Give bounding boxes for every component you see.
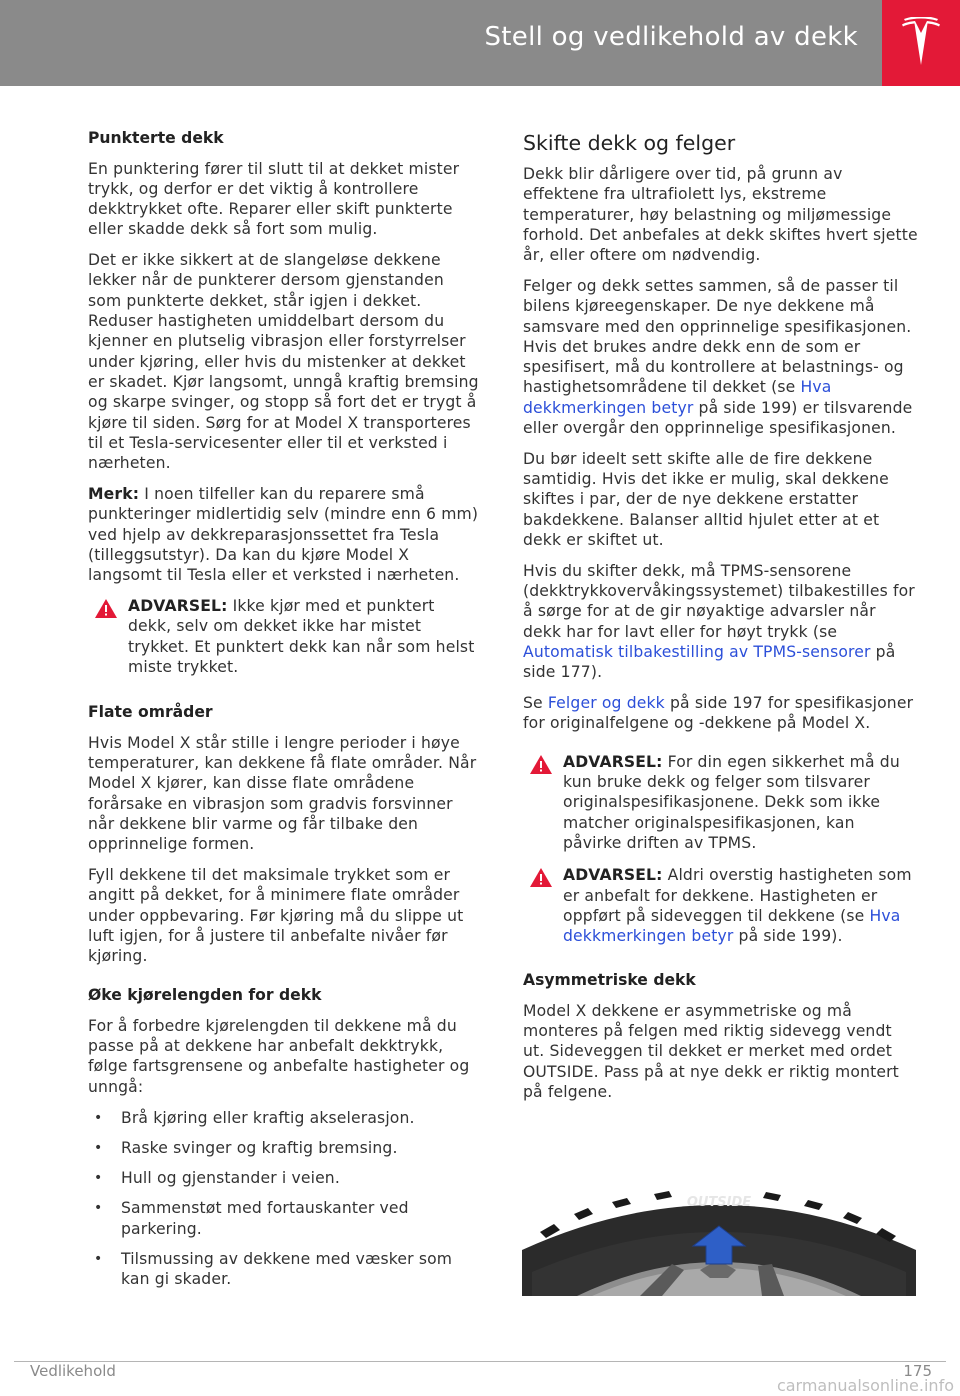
tire-illustration <box>522 1180 916 1296</box>
warning-icon <box>529 754 553 775</box>
page-title: Stell og vedlikehold av dekk <box>484 22 858 52</box>
paragraph: Dekk blir dårligere over tid, på grunn av effektene fra ultrafiolett lys, ekstreme temperaturer, høy belastning og miljømessige forhold. Det anbefales at dekk skiftes hvert sjette år, eller oftere om nødvendig. <box>523 165 918 265</box>
paragraph: Felger og dekk settes sammen, så de passer til bilens kjøreegenskaper. De nye dekkene må samsvare med den opprinnelige spesifikasjonen. Hvis det brukes andre dekk enn de som er spesifisert, må du kontrollere at belastnings- og hastighetsområdene til dekket (se Hva dekkmerkingen betyr på side 199) er tilsvarende eller overgår den opprinnelige spesifikasjonen. <box>523 276 913 438</box>
footer-section: Vedlikehold <box>30 1362 116 1380</box>
tire-sidewall-image <box>522 1180 916 1296</box>
paragraph: Hvis du skifter dekk, må TPMS-sensorene (dekktrykkovervåkingssystemet) tilbakestilles for å sørge for at de gir nøyaktige advarsler når dekk har for lavt eller for høyt trykk (se Automatisk tilbakestilling av TPMS-sensorer på side 177). <box>523 561 915 682</box>
warning-text: Ikke kjør med et punktert dekk, selv om dekket ikke har mistet trykket. Et punktert dekk kan når som helst miste trykket. <box>128 596 475 676</box>
note-label: Merk: <box>88 484 140 503</box>
sidewall-label: OUTSIDE <box>686 1195 752 1210</box>
warning-box <box>523 752 918 853</box>
warning-label: ADVARSEL: <box>563 866 663 885</box>
warning-box <box>88 596 480 677</box>
note-paragraph <box>88 484 480 585</box>
section-title-skifte-dekk: Skifte dekk og felger <box>523 131 736 155</box>
warning-label: ADVARSEL: <box>128 596 228 615</box>
warning-icon <box>94 598 118 619</box>
list-item: • Brå kjøring eller kraftig akselerasjon. <box>94 1108 415 1127</box>
right-column <box>523 128 918 1113</box>
link-tpms-reset[interactable]: Automatisk tilbakestilling av TPMS-sensorer <box>523 643 871 662</box>
brand-logo <box>882 0 960 86</box>
watermark: carmanualsonline.info <box>776 1376 954 1395</box>
paragraph: For å forbedre kjørelengden til dekkene må du passe på at dekkene har anbefalt dekktrykk, følge fartsgrensene og anbefalte hastigheter og unngå: <box>88 1016 470 1096</box>
warning-icon <box>529 867 553 888</box>
footer-divider <box>14 1361 946 1362</box>
bullet-list <box>88 1108 480 1290</box>
warning-box: ADVARSEL: Aldri overstig hastigheten som er anbefalt for dekkene. Hastigheten er oppført på sideveggen til dekkene (se Hva dekkmerkingen betyr på side 199). <box>523 865 918 946</box>
paragraph: Se Felger og dekk på side 197 for spesifikasjoner for originalfelgene og -dekkene på Model X. <box>523 694 914 733</box>
warning-text: For din egen sikkerhet må du kun bruke dekk og felger som tilsvarer originalspesifikasjonene. Dekk som ikke matcher originalspesifikasjonen, kan påvirke driften av TPMS. <box>563 752 900 852</box>
left-column <box>88 128 480 1300</box>
paragraph: Fyll dekkene til det maksimale trykket som er angitt på dekket, for å minimere flate områder under oppbevaring. Før kjøring må du slippe ut luft igjen, for å justere til anbefalte nivåer før kjøring. <box>88 865 464 966</box>
section-title-asymmetriske-dekk: Asymmetriske dekk <box>523 971 696 990</box>
tesla-logo-icon <box>901 17 941 69</box>
paragraph: Du bør ideelt sett skifte alle de fire dekkene samtidig. Hvis det ikke er mulig, skal dekkene skiftes i par, der de nye dekkene erstatter bakdekkene. Balanser alltid hjulet etter at et dekk er skiftet ut. <box>523 449 889 550</box>
warning-label: ADVARSEL: <box>563 752 663 771</box>
paragraph: Model X dekkene er asymmetriske og må monteres på felgen med riktig sidevegg vendt ut. Sideveggen til dekket er merket med ordet OUTSIDE. Pass på at nye dekk er riktig montert på felgene. <box>523 1001 899 1102</box>
list-item: • Tilsmussing av dekkene med væsker som kan gi skader. <box>94 1250 453 1289</box>
link-felger-og-dekk[interactable]: Felger og dekk <box>547 694 665 713</box>
list-item: • Hull og gjenstander i veien. <box>94 1169 340 1188</box>
list-item: • Raske svinger og kraftig bremsing. <box>94 1138 398 1157</box>
section-title-flate-omrader: Flate områder <box>88 703 213 722</box>
paragraph: En punktering fører til slutt til at dekket mister trykk, og derfor er det viktig å kontrollere dekktrykket ofte. Reparer eller skift punkterte eller skadde dekk så fort som mulig. <box>88 159 460 239</box>
section-title-punkterte-dekk: Punkterte dekk <box>88 129 224 147</box>
section-title-kjorelengde: Øke kjørelengden for dekk <box>88 986 322 1005</box>
list-item: • Sammenstøt med fortauskanter ved parkering. <box>94 1199 409 1238</box>
paragraph: Det er ikke sikkert at de slangeløse dekkene lekker når de punkterer dersom gjenstanden som punkterte dekket, står igjen i dekket. Reduser hastigheten umiddelbart dersom du kjenner en plutselig vibrasjon eller forstyrrelser under kjøring, eller hvis du mistenker at dekket er skadet. Kjør langsomt, unngå kraftig bremsing og skarpe svinger, og stopp så fort det er trygt å kjøre til siden. Sørg for at Model X transporteres til et Tesla-servicesenter eller til et verksted i nærheten. <box>88 251 479 473</box>
paragraph: Hvis Model X står stille i lengre perioder i høye temperaturer, kan dekkene få flate områder. Når Model X kjører, kan disse flate områdene forårsake en vibrasjon som gradvis forsvinner når dekkene blir varme og får tilbake den opprinnelige formen. <box>88 733 477 854</box>
link-hva-dekkmerkingen-betyr[interactable]: Hva dekkmerkingen betyr <box>563 906 901 946</box>
page-number: 175 <box>903 1362 932 1380</box>
note-text: I noen tilfeller kan du reparere små punkteringer midlertidig selv (mindre enn 6 mm) ved hjelp av dekkreparasjonssettet fra Tesla (tilleggsutstyr). Da kan du kjøre Model X langsomt til Tesla eller et verksted i nærheten. <box>88 484 479 585</box>
link-hva-dekkmerkingen-betyr[interactable]: Hva dekkmerkingen betyr <box>523 378 832 417</box>
